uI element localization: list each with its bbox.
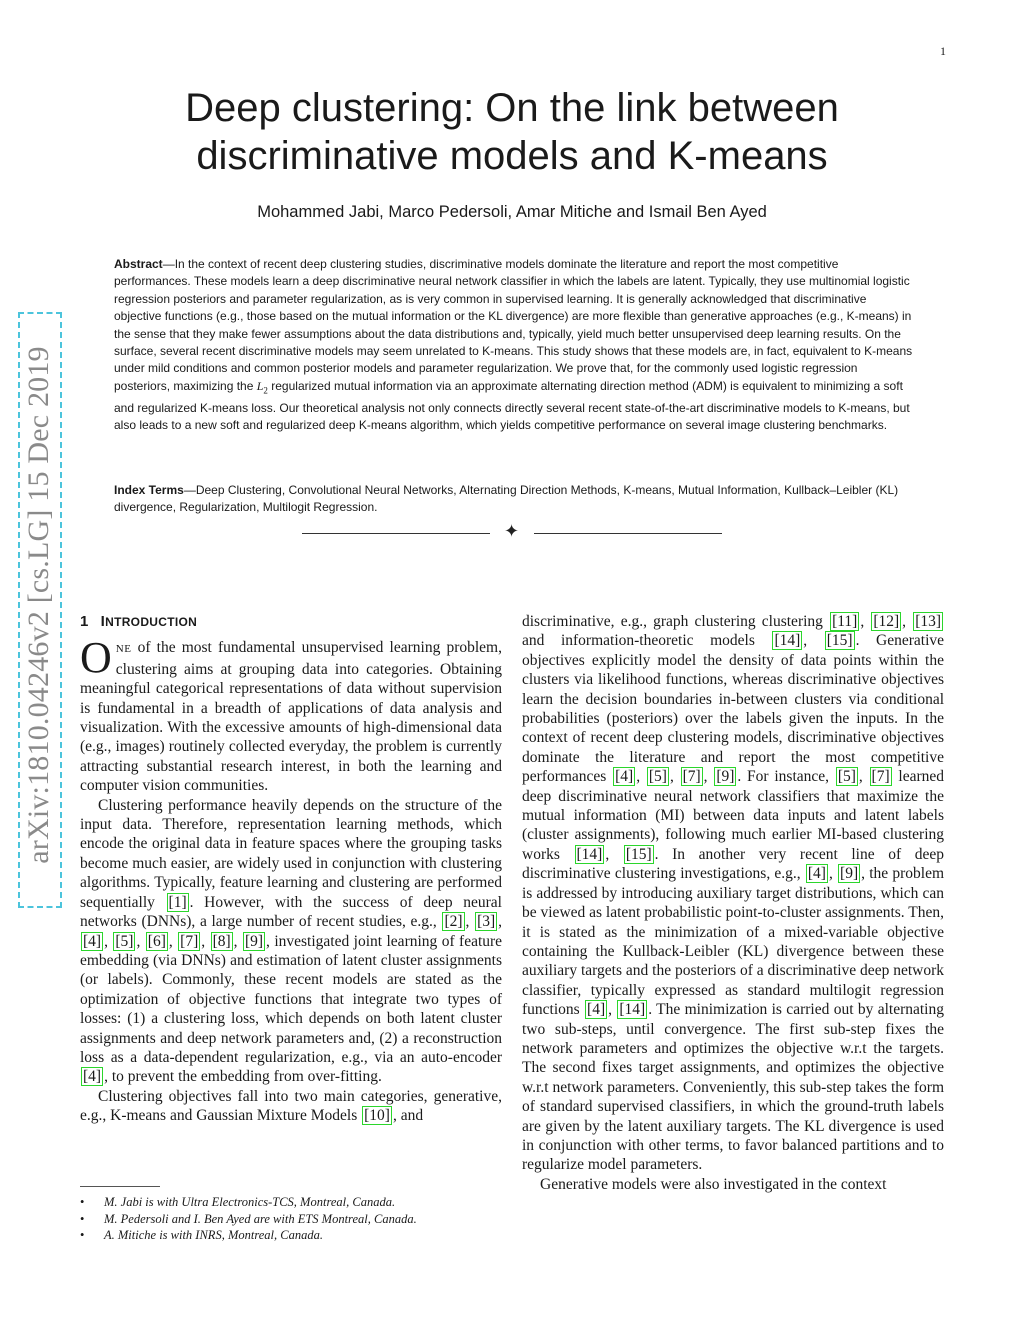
- citation-link[interactable]: [4]: [615, 768, 634, 786]
- abstract-math: $L_2$: [256, 378, 268, 396]
- citation-link[interactable]: [7]: [682, 768, 701, 786]
- abstract-text-1: —In the context of recent deep clustering studies, discriminative models dominate the literature and report the most competitive performances. These models learn a deep discriminative neural network classifier in which the labels are latent. Typically, they use multinomial logistic regression posteriors and parameter regularization, as is very common in supervised learning. It is generally acknowledged that discriminative objective functions (e.g., those based on the mutual information or the KL divergence) are more flexible than generative approaches (e.g., K-means) in the sense that they make fewer assumptions about the data distributions and, typically, yield much better unsupervised deep learning results. On the surface, several recent discriminative models may seem unrelated to K-means. This study shows that these models are, in fact, equivalent to K-means under mild conditions and common posterior models and parameter regularization. We prove that, for the commonly used logistic regression posteriors, maximizing the: [114, 257, 913, 393]
- title-line-1: Deep clustering: On the link between: [185, 86, 839, 130]
- citation-link[interactable]: [9]: [840, 865, 859, 883]
- citation-link[interactable]: [3]: [477, 913, 496, 931]
- right-column: [522, 612, 944, 1194]
- authors: Mohammed Jabi, Marco Pedersoli, Amar Mitiche and Ismail Ben Ayed: [257, 203, 767, 221]
- section-separator: [302, 521, 722, 544]
- citation-link[interactable]: [5]: [115, 932, 134, 950]
- citation-link[interactable]: [9]: [716, 768, 735, 786]
- citation-link[interactable]: [1]: [168, 893, 187, 911]
- citation-link[interactable]: [14]: [619, 1001, 646, 1019]
- abstract-text-2: regularized mutual information via an approximate alternating direction method (ADM) is equivalent to minimizing a soft and regularized K-means loss. Our theoretical analysis not only connects directly several recent state-of-the-art discriminative models to K-means, but also leads to a new soft and regularized deep K-means algorithm, which yields competitive performance on several image clustering benchmarks.: [114, 378, 910, 433]
- citation-link[interactable]: [11]: [832, 613, 858, 630]
- citation-link[interactable]: [7]: [871, 768, 890, 786]
- arxiv-stamp[interactable]: arXiv:1810.04246v2 [cs.LG] 15 Dec 2019: [22, 346, 55, 864]
- footnote-item: • A. Mitiche is with INRS, Montreal, Canada.: [80, 1227, 502, 1244]
- footnotes: [80, 1194, 502, 1244]
- citation-link[interactable]: [10]: [364, 1107, 390, 1125]
- citation-link[interactable]: [2]: [444, 913, 463, 931]
- intro-paragraph-3: Clustering objectives fall into two main categories, generative, e.g., K-means and Gaussian Mixture Models [10] , and: [80, 1087, 502, 1125]
- page-number: 1: [940, 44, 946, 58]
- index-terms-label: Index Terms: [114, 483, 184, 497]
- section-heading: [80, 612, 502, 632]
- citation-link[interactable]: [14]: [774, 632, 801, 650]
- index-terms: [114, 482, 914, 517]
- citation-link[interactable]: [5]: [837, 768, 856, 786]
- citation-link[interactable]: [15]: [625, 845, 652, 863]
- footnote-item: • M. Pedersoli and I. Ben Ayed are with ETS Montreal, Canada.: [80, 1211, 502, 1228]
- paper-title: [120, 84, 904, 180]
- citation-link[interactable]: [13]: [915, 613, 942, 630]
- dropcap: O: [80, 633, 112, 683]
- left-column: [80, 612, 502, 1126]
- footnote-rule: [80, 1186, 160, 1187]
- separator-rule-right: [534, 533, 722, 534]
- citation-link[interactable]: [15]: [826, 632, 853, 650]
- section-number: 1: [80, 613, 89, 630]
- intro-paragraph-1: ONE of the most fundamental unsupervised learning problem, clustering aims at grouping data into categories. Obtaining meaningful categorical representations of data without supervision is fundamental in a breadth of applications of data analysis and visualization. With the excessive amounts of high-dimensional data (e.g., images) routinely collected everyday, the problem is currently attracting substantial research interest, in both the learning and computer vision communities.: [80, 633, 502, 795]
- intro-paragraph-4: Generative models were also investigated in the context: [540, 1175, 887, 1193]
- footnote-item: • M. Jabi is with Ultra Electronics-TCS, Montreal, Canada.: [80, 1194, 502, 1211]
- separator-diamond-icon: ✦: [504, 521, 520, 542]
- citation-link[interactable]: [4]: [83, 932, 102, 950]
- section-title-first: I: [100, 613, 106, 630]
- abstract: [114, 256, 914, 434]
- citation-link[interactable]: [4]: [83, 1068, 102, 1086]
- citation-link[interactable]: [6]: [147, 932, 166, 950]
- citation-link[interactable]: [14]: [576, 845, 603, 863]
- intro-paragraph-3-continued: discriminative, e.g., graph clustering clustering [11] , [12] , [13] and information-theoretic models [14] , [15] . Generative objectives explicitly model the density of data points within the clusters via likelihood functions, whereas discriminative objectives learn the decision boundaries in-between clusters via conditional probabilities (posteriors) over the labels given the inputs. In the context of recent deep clustering models, discriminative objectives dominate the literature and report the most competitive performances [4] , [5] , [7] , [9] . For instance, [5] , [7] learned deep discriminative neural network classifiers that maximize the mutual information (MI) between data inputs and latent labels (cluster assignments), following much earlier MI-based clustering works [14] , [15] . In another very recent line of deep discriminative clustering investigations, e.g., [4] , [9] , the problem is addressed by introducing auxiliary target distributions, which can be viewed as latent probabilistic point-to-cluster assignments. Then, it is stated as the minimization of a mixed-variable objective containing the Kullback-Leibler (KL) divergence between these auxiliary targets and the posteriors of a discriminative deep network classifier, typically expressed as standard multilogit regression functions [4] , [14] . The minimization is carried out by alternating two sub-steps, until convergence. The first sub-step fixes the network parameters and optimizes the objective w.r.t the targets. The second fixes target assignments, and optimizes the objective w.r.t network parameters. Conveniently, this sub-step takes the form of standard supervised classifiers, in which the ground-truth labels are given by the latent auxiliary targets. The KL divergence is used in conjunction with other terms, to favor balanced partitions and to regularize model parameters.: [522, 613, 945, 1174]
- citation-link[interactable]: [7]: [180, 932, 199, 950]
- citation-link[interactable]: [4]: [587, 1001, 606, 1019]
- abstract-label: Abstract: [114, 257, 163, 271]
- citation-link[interactable]: [4]: [807, 865, 826, 883]
- intro-paragraph-2: Clustering performance heavily depends on the structure of the input data. Therefore, representation learning methods, which encode the original data in feature spaces where the grouping tasks become much easier, are widely used in conjunction with clustering algorithms. Typically, feature learning and clustering are performed sequentially [1] . However, with the success of deep neural networks (DNNs), a large number of recent studies, e.g., [2] , [3] , [4] , [5] , [6] , [7] , [8] , [9] , investigated joint learning of feature embedding (via DNNs) and estimation of latent cluster assignments (or labels). Commonly, these recent models are stated as the optimization of objective functions that integrate two types of losses: (1) a clustering loss, which depends on both latent cluster assignments and deep network parameters and, (2) a reconstruction loss as a data-dependent regularization, e.g., via an auto-encoder [4] , to prevent the embedding from over-fitting.: [80, 796, 503, 1086]
- citation-link[interactable]: [5]: [648, 768, 667, 786]
- section-title-rest: NTRODUCTION: [105, 615, 198, 629]
- citation-link[interactable]: [12]: [873, 613, 900, 630]
- title-line-2: discriminative models and K-means: [196, 134, 828, 178]
- separator-rule-left: [302, 533, 490, 534]
- citation-link[interactable]: [8]: [212, 932, 231, 950]
- citation-link[interactable]: [9]: [244, 932, 264, 950]
- index-terms-text: —Deep Clustering, Convolutional Neural Networks, Alternating Direction Methods, K-means, Mutual Information, Kullback–Leibler (KL) divergence, Regularization, Multilogit Regression.: [114, 483, 899, 515]
